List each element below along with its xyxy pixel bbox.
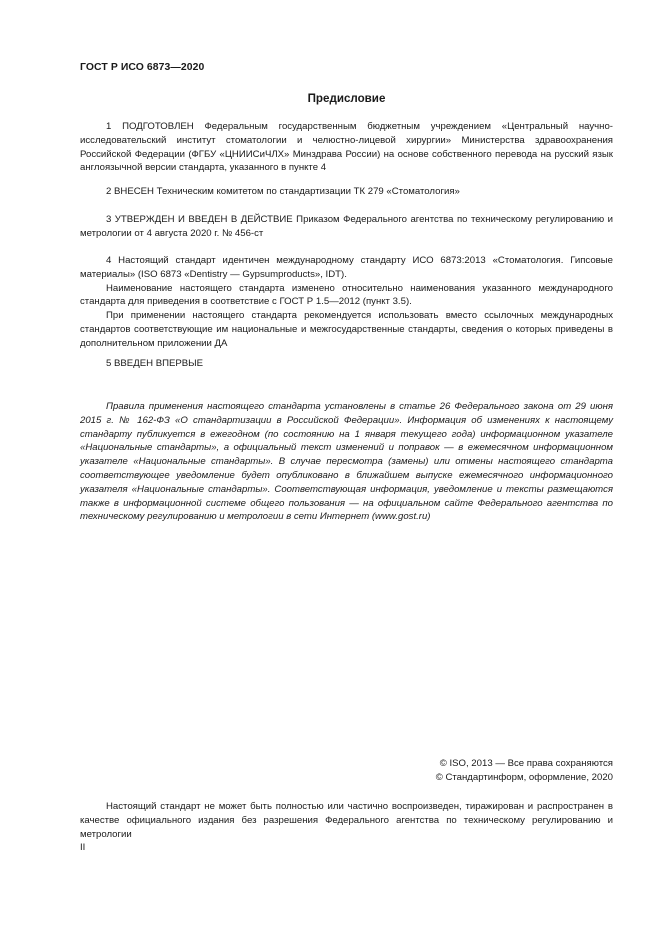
- item-5: [80, 357, 613, 371]
- item-3-text: 3 УТВЕРЖДЕН И ВВЕДЕН В ДЕЙСТВИЕ Приказом Федерального агентства по техническому регулированию и метрологии от 4 августа 2020 г. № 456-ст: [80, 214, 613, 239]
- item-4-references-text: При применении настоящего стандарта рекомендуется использовать вместо ссылочных международных стандартов соответствующие им национальные и межгосударственные стандарты, сведения о которых приведены в дополнительном приложении ДА: [80, 310, 613, 349]
- reproduction-notice: Настоящий стандарт не может быть полностью или частично воспроизведен, тиражирован и распространен в качестве официального издания без разрешения Федерального агентства по техническому регулированию и метрологии: [80, 801, 613, 840]
- application-rules-notice: Правила применения настоящего стандарта установлены в статье 26 Федерального закона от 29 июня 2015 г. № 162-ФЗ «О стандартизации в Российской Федерации». Информация об изменениях к настоящему стандарту публикуется в ежегодном (по состоянию на 1 января текущего года) информационном указателе «Национальные стандарты», а официальный текст изменений и поправок — в ежемесячном информационном указателе «Национальные стандарты». В случае пересмотра (замены) или отмены настоящего стандарта соответствующее уведомление будет опубликовано в ближайшем выпуске ежемесячного информационного указателя «Национальные стандарты». Соответствующая информация, уведомление и тексты размещаются также в информационной системе общего пользования — на официальном сайте Федерального агентства по техническому регулированию и метрологии в сети Интернет (www.gost.ru): [80, 401, 613, 523]
- item-1-text: 1 ПОДГОТОВЛЕН Федеральным государственным бюджетным учреждением «Центральный научно-исследовательский институт стоматологии и челюстно-лицевой хирургии» Министерства здравоохранения Российской Федерации (ФГБУ «ЦНИИСиЧЛХ» Минздрава России) на основе собственного перевода на русский язык англоязычной версии стандарта, указанного в пункте 4: [80, 121, 613, 174]
- item-3: [80, 213, 613, 241]
- page-title: Предисловие: [307, 92, 386, 105]
- item-5-text: 5 ВВЕДЕН ВПЕРВЫЕ: [106, 358, 204, 369]
- item-2: [80, 185, 613, 199]
- item-2-text: 2 ВНЕСЕН Техническим комитетом по стандартизации ТК 279 «Стоматология»: [106, 186, 460, 197]
- copyright-iso: © ISO, 2013 — Все права сохраняются: [439, 758, 613, 769]
- item-4-name-change-text: Наименование настоящего стандарта изменено относительно наименования указанного международного стандарта для приведения в соответствие с ГОСТ Р 1.5—2012 (пункт 3.5).: [80, 282, 613, 308]
- item-1: [80, 120, 613, 175]
- copyright-block: [80, 757, 613, 785]
- item-4-identity-text: 4 Настоящий стандарт идентичен международному стандарту ИСО 6873:2013 «Стоматология. Гипсовые материалы» (ISO 6873 «Dentistry — Gypsumproducts», IDT).: [80, 255, 613, 280]
- standard-designation: ГОСТ Р ИСО 6873—2020: [80, 62, 205, 73]
- copyright-standartinform: © Стандартинформ, оформление, 2020: [435, 771, 613, 783]
- item-4: [80, 254, 613, 351]
- page-number: II: [80, 842, 86, 853]
